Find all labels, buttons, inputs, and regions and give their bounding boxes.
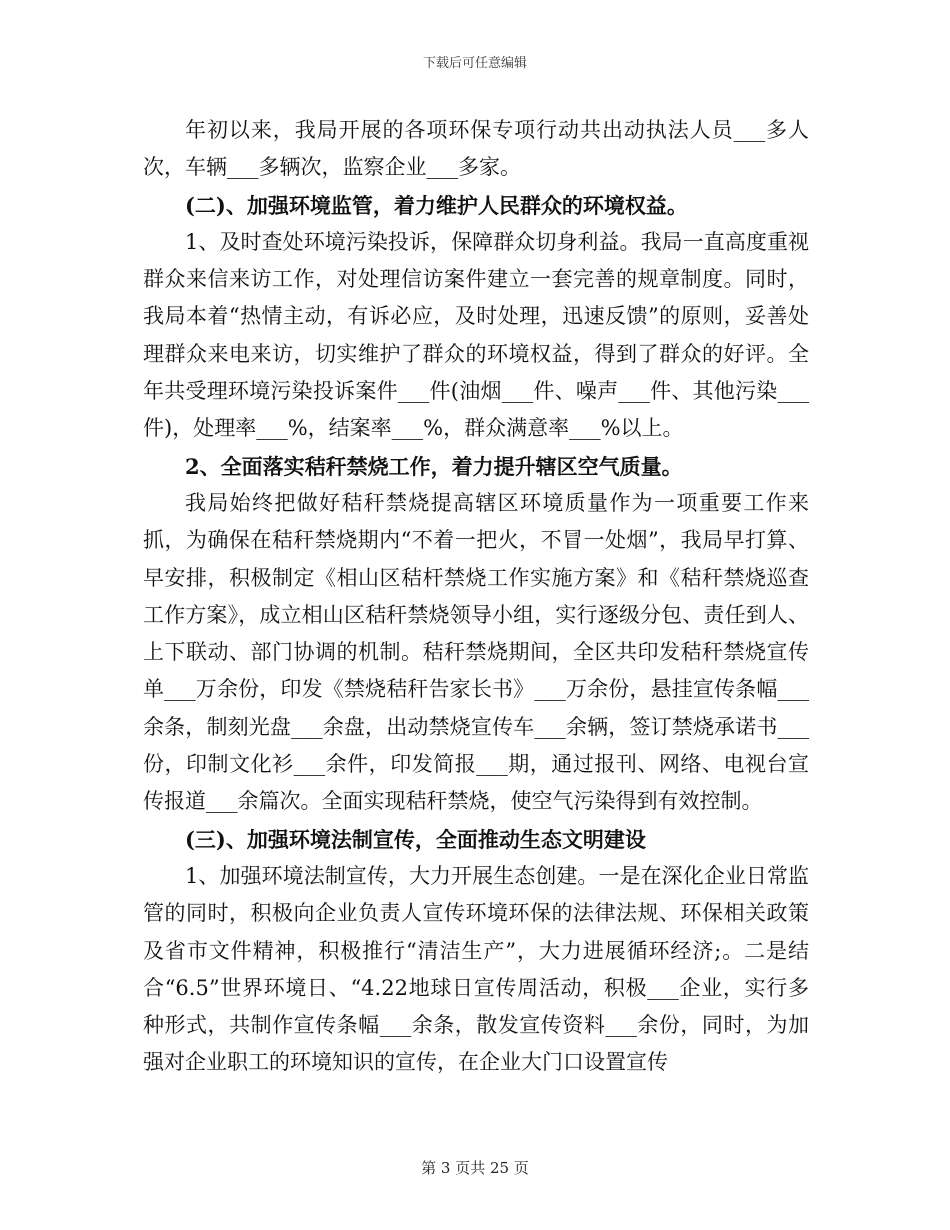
document-body (143, 112, 809, 1082)
section-heading-2: (二)、加强环境监管，着力维护人民群众的环境权益。 (185, 192, 688, 218)
paragraph-complaints: 1、及时查处环境污染投诉，保障群众切身利益。我局一直高度重视群众来信来访工作，对处理信访案件建立一套完善的规章制度。同时，我局本着“热情主动，有诉必应，及时处理，迅速反馈”的原则，妥善处理群众来电来访，切实维护了群众的环境权益，得到了群众的好评。全年共受理环境污染投诉案件___件(油烟___件、噪声___件、其他污染___件)，处理率___%，结案率___%，群众满意率___%以上。 (143, 229, 809, 441)
paragraph-legal-publicity: 1、加强环境法制宣传，大力开展生态创建。一是在深化企业日常监管的同时，积极向企业负责人宣传环境环保的法律法规、环保相关政策及省市文件精神，积极推行“清洁生产”，大力进展循环经济;。二是结合“6.5”世界环境日、“4.22地球日宣传周活动，积极___企业，实行多种形式，共制作宣传条幅___余条，散发宣传资料___余份，同时，为加强对企业职工的环境知识的宣传，在企业大门口设置宣传 (143, 863, 809, 1075)
page-footer: 第 3 页共 25 页 (421, 1159, 529, 1177)
paragraph-enforcement-stats: 年初以来，我局开展的各项环保专项行动共出动执法人员___多人次，车辆___多辆次，监察企业___多家。 (143, 118, 809, 180)
page-header: 下载后可任意编辑 (422, 56, 527, 71)
paragraph-straw-burning: 我局始终把做好秸秆禁烧提高辖区环境质量作为一项重要工作来抓，为确保在秸秆禁烧期内“不着一把火，不冒一处烟”，我局早打算、早安排，积极制定《相山区秸杆禁烧工作实施方案》和《秸秆禁烧巡查工作方案》，成立相山区秸秆禁烧领导小组，实行逐级分包、责任到人、上下联动、部门协调的机制。秸秆禁烧期间，全区共印发秸秆禁烧宣传单___万余份，印发《禁烧秸秆告家长书》___万余份，悬挂宣传条幅___余条，制刻光盘___余盘，出动禁烧宣传车___余辆，签订禁烧承诺书___份，印制文化衫___余件，印发简报___期，通过报刊、网络、电视台宣传报道___余篇次。全面实现秸秆禁烧，使空气污染得到有效控制。 (143, 490, 809, 814)
section-heading-3: (三)、加强环境法制宣传，全面推动生态文明建设 (185, 826, 646, 852)
subheading-straw-burning: 2、全面落实秸秆禁烧工作，着力提升辖区空气质量。 (185, 453, 683, 479)
